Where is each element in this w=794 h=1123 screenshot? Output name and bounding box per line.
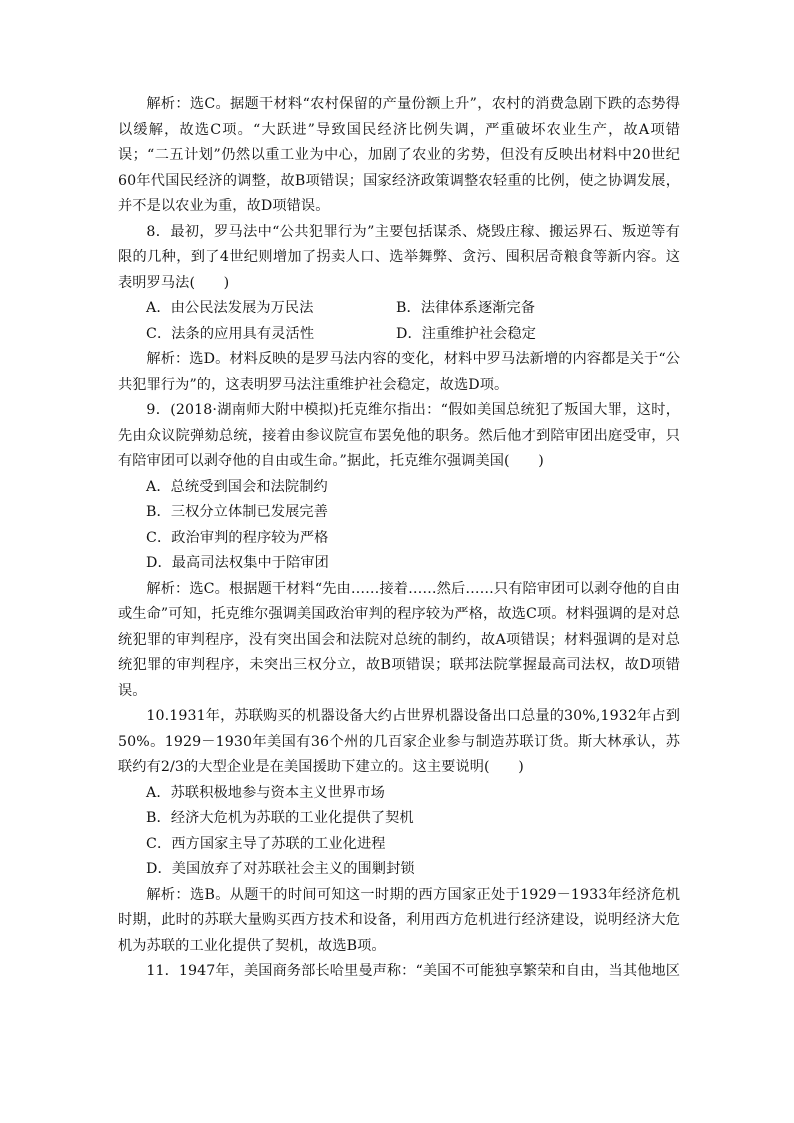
analysis-q7: 解析：选C。据题干材料“农村保留的产量份额上升”，农村的消费急剧下跌的态势得以缓解，故选C项。“大跃进”导致国民经济比例失调，严重破坏农业生产，故A项错误；“二五计划”仍然以重工业为中心，加剧了农业的劣势，但没有反映出材料中20世纪60年代国民经济的调整，故B项错误；国家经济政策调整农轻重的比例，使之协调发展，并不是以农业为重，故D项错误。 [118, 96, 680, 214]
analysis-q8: 解析：选D。材料反映的是罗马法内容的变化，材料中罗马法新增的内容都是关于“公共犯罪行为”的，这表明罗马法注重维护社会稳定，故选D项。 [118, 351, 680, 393]
question-8-options-cd [118, 322, 680, 348]
question-10-option-b: B．经济大危机为苏联的工业化提供了契机 [146, 810, 414, 826]
question-8-options-cd-right: D．注重维护社会稳定 [396, 325, 537, 342]
document-body [118, 92, 680, 985]
question-10-option-d: D．美国放弃了对苏联社会主义的围剿封锁 [146, 861, 415, 877]
question-10-option-a: A．苏联积极地参与资本主义世界市场 [146, 784, 385, 801]
question-8-options-ab-left: A．由公民法发展为万民法 [146, 300, 314, 316]
question-9-stem: 9．(2018·湖南师大附中模拟)托克维尔指出：“假如美国总统犯了叛国大罪，这时，先由众议院弹劾总统，接着由参议院宣布罢免他的职务。然后他才到陪审团出庭受审，只有陪审团可以剥夺他的自由或生命。”据此，托克维尔强调美国( ) [118, 402, 680, 469]
question-8-options-ab [118, 296, 680, 322]
question-9-option-a: A．总统受到国会和法院制约 [146, 478, 328, 495]
question-8-stem: 8．最初，罗马法中“公共犯罪行为”主要包括谋杀、烧毁庄稼、搬运界石、叛逆等有限的几种，到了4世纪则增加了拐卖人口、选举舞弊、贪污、囤积居奇粮食等新内容。这表明罗马法( ) [118, 223, 680, 291]
question-9-option-d: D．最高司法权集中于陪审团 [146, 555, 329, 571]
question-8-options-cd-left: C．法条的应用具有灵活性 [146, 325, 315, 342]
question-9-option-b: B．三权分立体制已发展完善 [146, 504, 328, 520]
question-9-option-c: C．政治审判的程序较为严格 [146, 529, 329, 546]
question-10-stem: 10.1931年，苏联购买的机器设备大约占世界机器设备出口总量的30%,1932年占到50%。1929－1930年美国有36个州的几百家企业参与制造苏联订货。斯大林承认，苏联约有2/3的大型企业是在美国援助下建立的。这主要说明( ) [118, 708, 680, 775]
question-11-stem: 11．1947年，美国商务部长哈里曼声称：“美国不可能独享繁荣和自由，当其他地区 [146, 963, 680, 979]
analysis-q9: 解析：选C。根据题干材料“先由……接着……然后……只有陪审团可以剥夺他的自由或生命”可知，托克维尔强调美国政治审判的程序较为严格，故选C项。材料强调的是对总统犯罪的审判程序，没有突出国会和法院对总统的制约，故A项错误；材料强调的是对总统犯罪的审判程序，未突出三权分立，故B项错误；联邦法院掌握最高司法权，故D项错误。 [118, 580, 680, 699]
analysis-q10: 解析：选B。从题干的时间可知这一时期的西方国家正处于1929－1933年经济危机时期，此时的苏联大量购买西方技术和设备，利用西方危机进行经济建设，说明经济大危机为苏联的工业化提供了契机，故选B项。 [118, 886, 680, 954]
question-8-options-ab-right: B．法律体系逐渐完备 [396, 300, 536, 316]
question-10-option-c: C．西方国家主导了苏联的工业化进程 [146, 835, 386, 852]
